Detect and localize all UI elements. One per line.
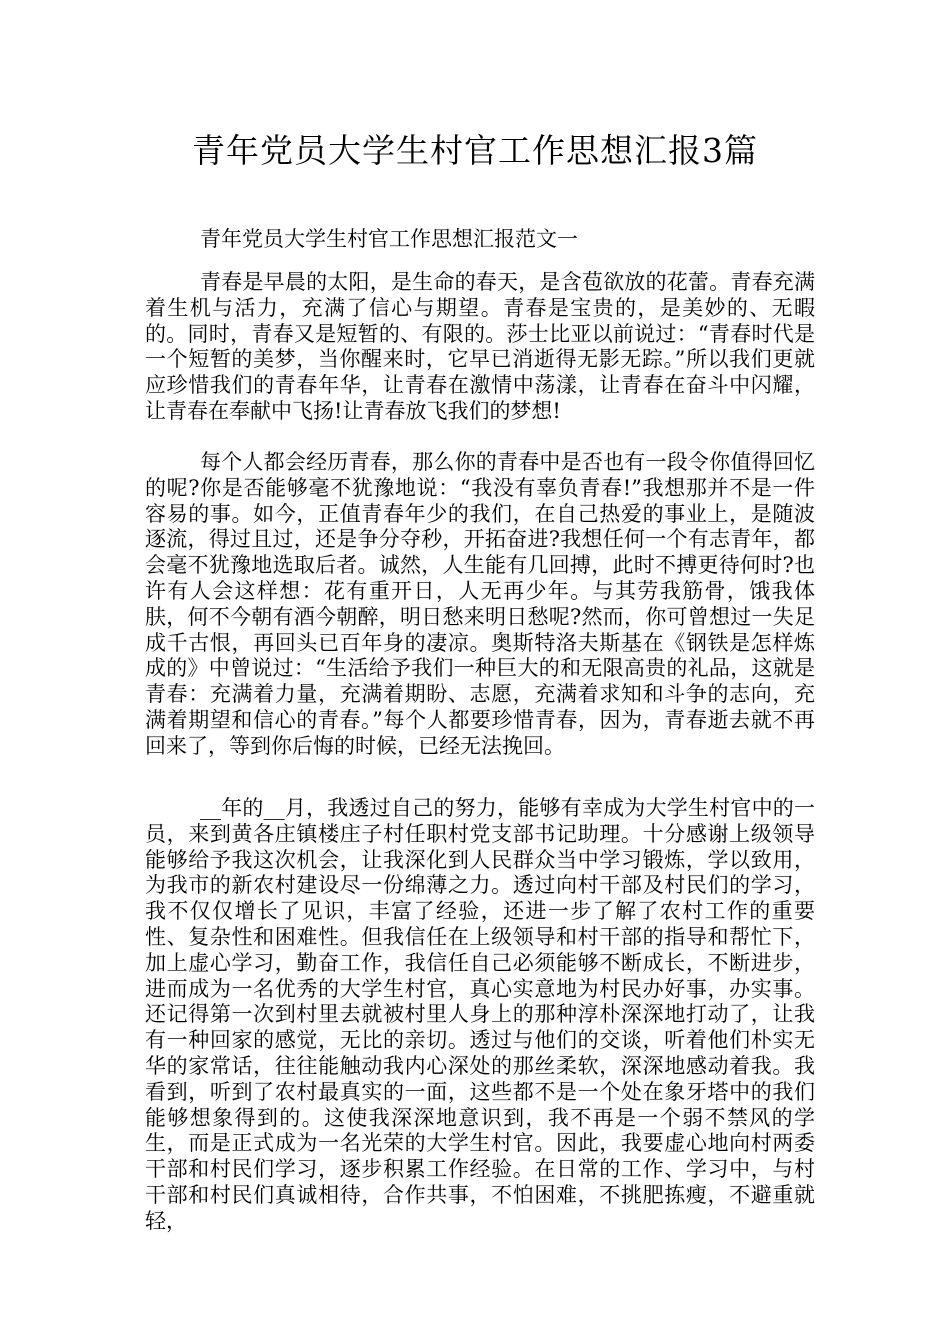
- document-title: 青年党员大学生村官工作思想汇报3篇: [192, 131, 758, 170]
- paragraph-3: __年的__月，我透过自己的努力，能够有幸成为大学生村官中的一员，来到黄各庄镇楼庄子村任职村党支部书记助理。十分感谢上级领导能够给予我这次机会，让我深化到人民群众当中学习锻炼，学以致用，为我市的新农村建设尽一份绵薄之力。透过向村干部及村民们的学习，我不仅仅增长了见识，丰富了经验，还进一步了解了农村工作的重要性、复杂性和困难性。但我信任在上级领导和村干部的指导和帮忙下，加上虚心学习，勤奋工作，我信任自己必须能够不断成长，不断进步，进而成为一名优秀的大学生村官，真心实意地为村民办好事，办实事。还记得第一次到村里去就被村里人身上的那种淳朴深深地打动了，让我有一种回家的感觉，无比的亲切。透过与他们的交谈，听着他们朴实无华的家常话，往往能触动我内心深处的那丝柔软，深深地感动着我。我看到，听到了农村最真实的一面，这些都不是一个处在象牙塔中的我们能够想象得到的。这使我深深地意识到，我不再是一个弱不禁风的学生，而是正式成为一名光荣的大学生村官。因此，我要虚心地向村两委干部和村民们学习，逐步积累工作经验。在日常的工作、学习中，与村干部和村民们真诚相待，合作共事，不怕困难，不挑肥拣瘦，不避重就轻，: [145, 796, 815, 1233]
- document-subtitle: 青年党员大学生村官工作思想汇报范文一: [200, 227, 578, 251]
- paragraph-2: 每个人都会经历青春，那么你的青春中是否也有一段令你值得回忆的呢?你是否能够毫不犹豫地说：“我没有辜负青春!”我想那并不是一件容易的事。如今，正值青春年少的我们，在自己热爱的事业上，是随波逐流，得过且过，还是争分夺秒，开拓奋进?我想任何一个有志青年，都会毫不犹豫地选取后者。诚然，人生能有几回搏，此时不搏更待何时?也许有人会这样想：花有重开日，人无再少年。与其劳我筋骨，饿我体肤，何不今朝有酒今朝醉，明日愁来明日愁呢?然而，你可曾想过一失足成千古恨，再回头已百年身的凄凉。奥斯特洛夫斯基在《钢铁是怎样炼成的》中曾说过：“生活给予我们一种巨大的和无限高贵的礼品，这就是青春：充满着力量，充满着期盼、志愿，充满着求知和斗争的志向，充满着期望和信心的青春。”每个人都要珍惜青春，因为，青春逝去就不再回来了，等到你后悔的时候，已经无法挽回。: [145, 450, 815, 758]
- paragraph-1: 青春是早晨的太阳，是生命的春天，是含苞欲放的花蕾。青春充满着生机与活力，充满了信心与期望。青春是宝贵的，是美妙的、无暇的。同时，青春又是短暂的、有限的。莎士比亚以前说过：“青春时代是一个短暂的美梦，当你醒来时，它早已消逝得无影无踪。”所以我们更就应珍惜我们的青春年华，让青春在激情中荡漾，让青春在奋斗中闪耀，让青春在奉献中飞扬!让青春放飞我们的梦想!: [145, 270, 815, 423]
